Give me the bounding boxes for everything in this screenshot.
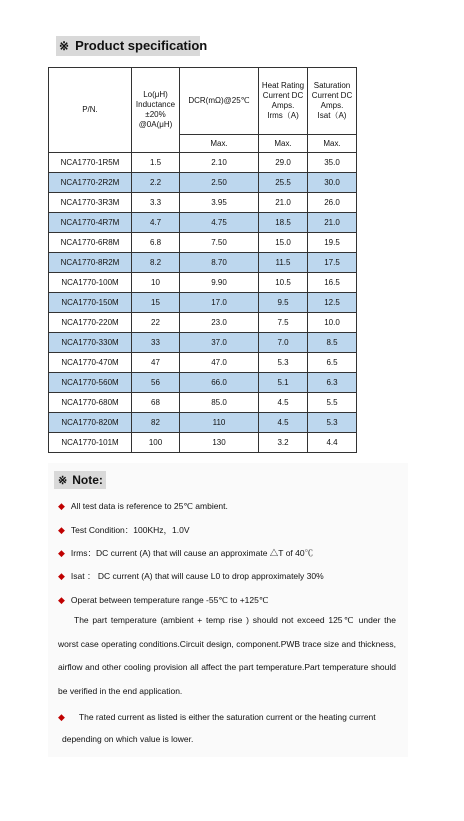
cell-irms: 5.1 (259, 373, 308, 393)
header-max-irms: Max. (259, 135, 308, 153)
cell-irms: 29.0 (259, 153, 308, 173)
header-lo-line: ±20% (145, 110, 166, 119)
spec-table (48, 67, 357, 453)
cell-isat: 8.5 (308, 333, 357, 353)
cell-isat: 35.0 (308, 153, 357, 173)
cell-isat: 17.5 (308, 253, 357, 273)
cell-isat: 10.0 (308, 313, 357, 333)
cell-dcr: 110 (180, 413, 259, 433)
header-inductance (132, 68, 180, 153)
cell-isat: 21.0 (308, 213, 357, 233)
cell-irms: 5.3 (259, 353, 308, 373)
cell-isat: 19.5 (308, 233, 357, 253)
cell-isat: 5.5 (308, 393, 357, 413)
header-max-dcr: Max. (180, 135, 259, 153)
cell-pn: NCA1770-100M (49, 273, 132, 293)
table-row (49, 253, 357, 273)
cell-pn: NCA1770-220M (49, 313, 132, 333)
table-row (49, 433, 357, 453)
cell-pn: NCA1770-6R8M (49, 233, 132, 253)
header-sat-line: Amps. (320, 101, 344, 110)
notes-section (48, 463, 408, 757)
header-pn: P/N. (49, 68, 132, 153)
cell-pn: NCA1770-101M (49, 433, 132, 453)
cell-dcr: 130 (180, 433, 259, 453)
cell-irms: 10.5 (259, 273, 308, 293)
cell-pn: NCA1770-8R2M (49, 253, 132, 273)
cell-lo: 56 (132, 373, 180, 393)
header-heat-line: Heat Rating (261, 81, 305, 90)
note-text: Test Condition：100KHz，1.0V (70, 525, 190, 535)
table-row (49, 293, 357, 313)
cell-isat: 5.3 (308, 413, 357, 433)
cell-lo: 22 (132, 313, 180, 333)
red-diamond-icon: ◆ (58, 548, 65, 558)
cell-isat: 26.0 (308, 193, 357, 213)
header-sat-line: Saturation (313, 81, 351, 90)
cell-dcr: 85.0 (180, 393, 259, 413)
red-diamond-icon: ◆ (58, 501, 65, 511)
note-bullet (58, 547, 313, 559)
reference-mark-icon: ※ (59, 39, 70, 53)
cell-isat: 30.0 (308, 173, 357, 193)
table-row (49, 213, 357, 233)
note-bullet (58, 594, 268, 606)
cell-lo: 8.2 (132, 253, 180, 273)
table-row (49, 353, 357, 373)
table-row (49, 393, 357, 413)
cell-pn: NCA1770-560M (49, 373, 132, 393)
cell-pn: NCA1770-470M (49, 353, 132, 373)
cell-isat: 6.3 (308, 373, 357, 393)
cell-lo: 1.5 (132, 153, 180, 173)
cell-dcr: 4.75 (180, 213, 259, 233)
cell-irms: 15.0 (259, 233, 308, 253)
cell-irms: 7.0 (259, 333, 308, 353)
table-row (49, 173, 357, 193)
cell-irms: 21.0 (259, 193, 308, 213)
cell-lo: 2.2 (132, 173, 180, 193)
red-diamond-icon: ◆ (58, 712, 65, 722)
table-row (49, 193, 357, 213)
note-last-line2: depending on which value is lower. (62, 734, 194, 744)
cell-isat: 6.5 (308, 353, 357, 373)
header-lo-line: Lo(μH) (143, 90, 168, 99)
table-row (49, 233, 357, 253)
header-max-isat: Max. (308, 135, 357, 153)
header-heat-line: Current DC (262, 91, 304, 100)
cell-lo: 6.8 (132, 233, 180, 253)
red-diamond-icon: ◆ (58, 595, 65, 605)
cell-irms: 7.5 (259, 313, 308, 333)
cell-dcr: 3.95 (180, 193, 259, 213)
cell-isat: 16.5 (308, 273, 357, 293)
cell-dcr: 2.50 (180, 173, 259, 193)
table-row (49, 413, 357, 433)
cell-lo: 82 (132, 413, 180, 433)
cell-dcr: 37.0 (180, 333, 259, 353)
cell-dcr: 9.90 (180, 273, 259, 293)
cell-dcr: 66.0 (180, 373, 259, 393)
cell-pn: NCA1770-680M (49, 393, 132, 413)
cell-irms: 4.5 (259, 393, 308, 413)
cell-lo: 33 (132, 333, 180, 353)
header-heat-line: Amps. (271, 101, 295, 110)
note-text: All test data is reference to 25℃ ambient. (70, 501, 228, 511)
red-diamond-icon: ◆ (58, 525, 65, 535)
cell-lo: 10 (132, 273, 180, 293)
spec-section-header (56, 36, 208, 56)
notes-title: Note: (72, 473, 103, 487)
table-row (49, 153, 357, 173)
header-lo-line: Inductance (135, 100, 176, 109)
cell-isat: 4.4 (308, 433, 357, 453)
table-row (49, 373, 357, 393)
cell-lo: 15 (132, 293, 180, 313)
cell-dcr: 7.50 (180, 233, 259, 253)
cell-lo: 68 (132, 393, 180, 413)
cell-pn: NCA1770-150M (49, 293, 132, 313)
note-paragraph: The part temperature (ambient + temp rise ) should not exceed 125℃ under the worst case operating conditions.Circuit design, component.PWB trace size and thickness, airflow and other cooling provision all affect the part temperature.Part temperature should be verified in the end application. (58, 615, 396, 696)
header-heat-rating (259, 68, 308, 135)
cell-dcr: 17.0 (180, 293, 259, 313)
note-bullet (58, 570, 324, 582)
cell-dcr: 23.0 (180, 313, 259, 333)
table-row (49, 313, 357, 333)
cell-lo: 47 (132, 353, 180, 373)
cell-isat: 12.5 (308, 293, 357, 313)
red-diamond-icon: ◆ (58, 571, 65, 581)
cell-pn: NCA1770-2R2M (49, 173, 132, 193)
header-sat-line: Current DC (311, 91, 353, 100)
cell-dcr: 2.10 (180, 153, 259, 173)
note-bullet (58, 500, 228, 512)
cell-irms: 4.5 (259, 413, 308, 433)
table-row (49, 273, 357, 293)
cell-irms: 3.2 (259, 433, 308, 453)
header-sat-line: Isat（A) (317, 111, 347, 120)
cell-irms: 11.5 (259, 253, 308, 273)
cell-irms: 9.5 (259, 293, 308, 313)
cell-dcr: 8.70 (180, 253, 259, 273)
note-bullet (58, 524, 190, 536)
note-text: Irms：DC current (A) that will cause an approximate △T of 40℃ (70, 548, 314, 558)
cell-pn: NCA1770-3R3M (49, 193, 132, 213)
cell-lo: 100 (132, 433, 180, 453)
note-text: Operat between temperature range -55℃ to +125℃ (70, 595, 269, 605)
header-saturation (308, 68, 357, 135)
table-row (49, 333, 357, 353)
note-text: Isat ： DC current (A) that will cause L0 to drop approximately 30% (70, 571, 324, 581)
cell-lo: 3.3 (132, 193, 180, 213)
cell-pn: NCA1770-330M (49, 333, 132, 353)
cell-dcr: 47.0 (180, 353, 259, 373)
cell-irms: 18.5 (259, 213, 308, 233)
cell-pn: NCA1770-4R7M (49, 213, 132, 233)
header-lo-line: @0A(μH) (138, 120, 173, 129)
note-last-bullet (58, 706, 396, 750)
cell-lo: 4.7 (132, 213, 180, 233)
cell-irms: 25.5 (259, 173, 308, 193)
header-dcr: DCR(mΩ)@25℃ (180, 68, 259, 135)
cell-pn: NCA1770-820M (49, 413, 132, 433)
note-last-line1: The rated current as listed is either the saturation current or the heating current (78, 712, 376, 722)
spec-section-title: Product specification (75, 38, 208, 53)
cell-pn: NCA1770-1R5M (49, 153, 132, 173)
header-heat-line: Irms（A) (267, 111, 299, 120)
reference-mark-icon: ※ (58, 475, 68, 487)
notes-header (54, 471, 106, 489)
